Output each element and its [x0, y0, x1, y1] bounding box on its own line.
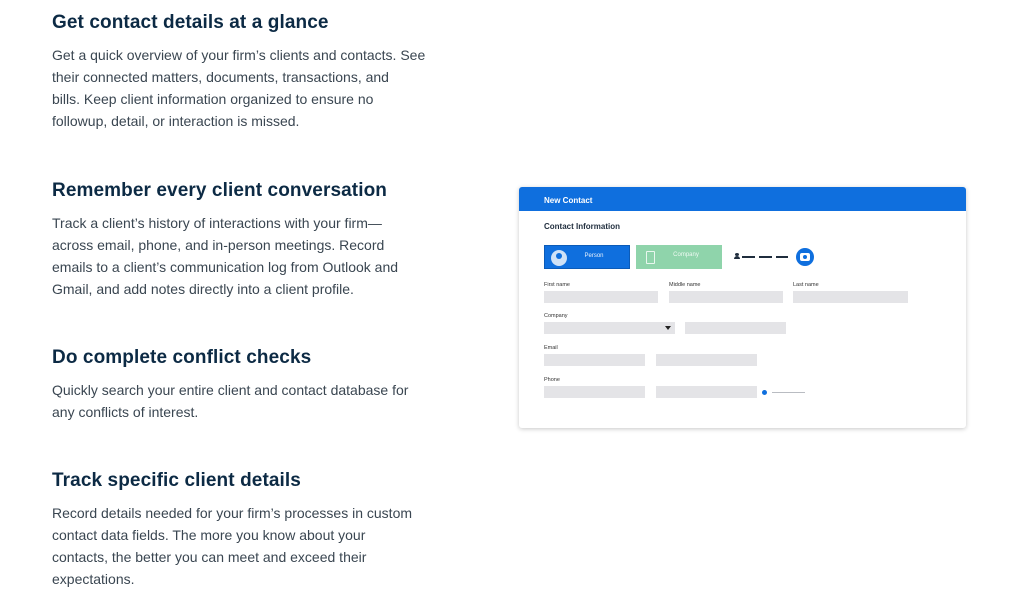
middle-name-field[interactable]: [669, 291, 783, 303]
description-line: expectations.: [52, 571, 135, 587]
description-line: across email, phone, and in-person meetings. Record: [52, 237, 385, 253]
feature-description: [52, 44, 442, 132]
company-select[interactable]: [544, 322, 675, 334]
middle-name-label: Middle name: [669, 282, 701, 288]
feature-description: [52, 502, 442, 590]
phone-type-field[interactable]: [656, 386, 757, 398]
photo-placeholder-line: [742, 256, 788, 258]
description-line: any conflicts of interest.: [52, 404, 199, 420]
description-line: their connected matters, documents, transactions, and: [52, 69, 389, 85]
chevron-down-icon: [665, 326, 671, 330]
phone-field[interactable]: [544, 386, 645, 398]
description-line: followup, detail, or interaction is missed.: [52, 113, 300, 129]
person-type-button[interactable]: [544, 245, 630, 269]
feature-title: Do complete conflict checks: [52, 347, 312, 368]
last-name-field[interactable]: [793, 291, 908, 303]
contact-information-title: Contact Information: [544, 222, 620, 231]
feature-title: Remember every client conversation: [52, 180, 387, 201]
description-line: bills. Keep client information organized to ensure no: [52, 91, 374, 107]
feature-title: Get contact details at a glance: [52, 12, 329, 33]
feature-client-conversation: [52, 179, 442, 300]
first-name-label: First name: [544, 282, 570, 288]
company-type-button[interactable]: [636, 245, 722, 269]
description-line: Record details needed for your firm’s processes in custom: [52, 505, 413, 521]
company-secondary-field[interactable]: [685, 322, 786, 334]
mockup-header: New Contact: [519, 187, 966, 211]
email-label: Email: [544, 345, 558, 351]
person-type-label: Person: [584, 253, 604, 259]
email-field[interactable]: [544, 354, 645, 366]
feature-conflict-checks: [52, 346, 442, 423]
first-name-field[interactable]: [544, 291, 658, 303]
company-label: Company: [544, 313, 568, 319]
feature-contact-details: [52, 11, 442, 132]
feature-description: [52, 379, 442, 423]
description-line: contacts, the better you can meet and exceed their: [52, 549, 367, 565]
feature-description: [52, 212, 442, 300]
phone-label: Phone: [544, 377, 560, 383]
last-name-label: Last name: [793, 282, 819, 288]
user-silhouette-icon: [734, 253, 740, 259]
company-type-label: Company: [673, 252, 699, 258]
description-line: Gmail, and add notes directly into a client profile.: [52, 281, 354, 297]
primary-radio-dot[interactable]: [762, 390, 767, 395]
primary-placeholder-line: [772, 392, 805, 393]
email-type-field[interactable]: [656, 354, 757, 366]
feature-title: Track specific client details: [52, 470, 301, 491]
description-line: Quickly search your entire client and contact database for: [52, 382, 409, 398]
camera-icon[interactable]: [796, 248, 814, 266]
description-line: Track a client’s history of interactions with your firm—: [52, 215, 382, 231]
description-line: Get a quick overview of your firm’s clients and contacts. See: [52, 47, 426, 63]
description-line: contact data fields. The more you know about your: [52, 527, 366, 543]
new-contact-mockup: [519, 187, 966, 428]
feature-client-details: [52, 469, 442, 590]
description-line: emails to a client’s communication log from Outlook and: [52, 259, 399, 275]
